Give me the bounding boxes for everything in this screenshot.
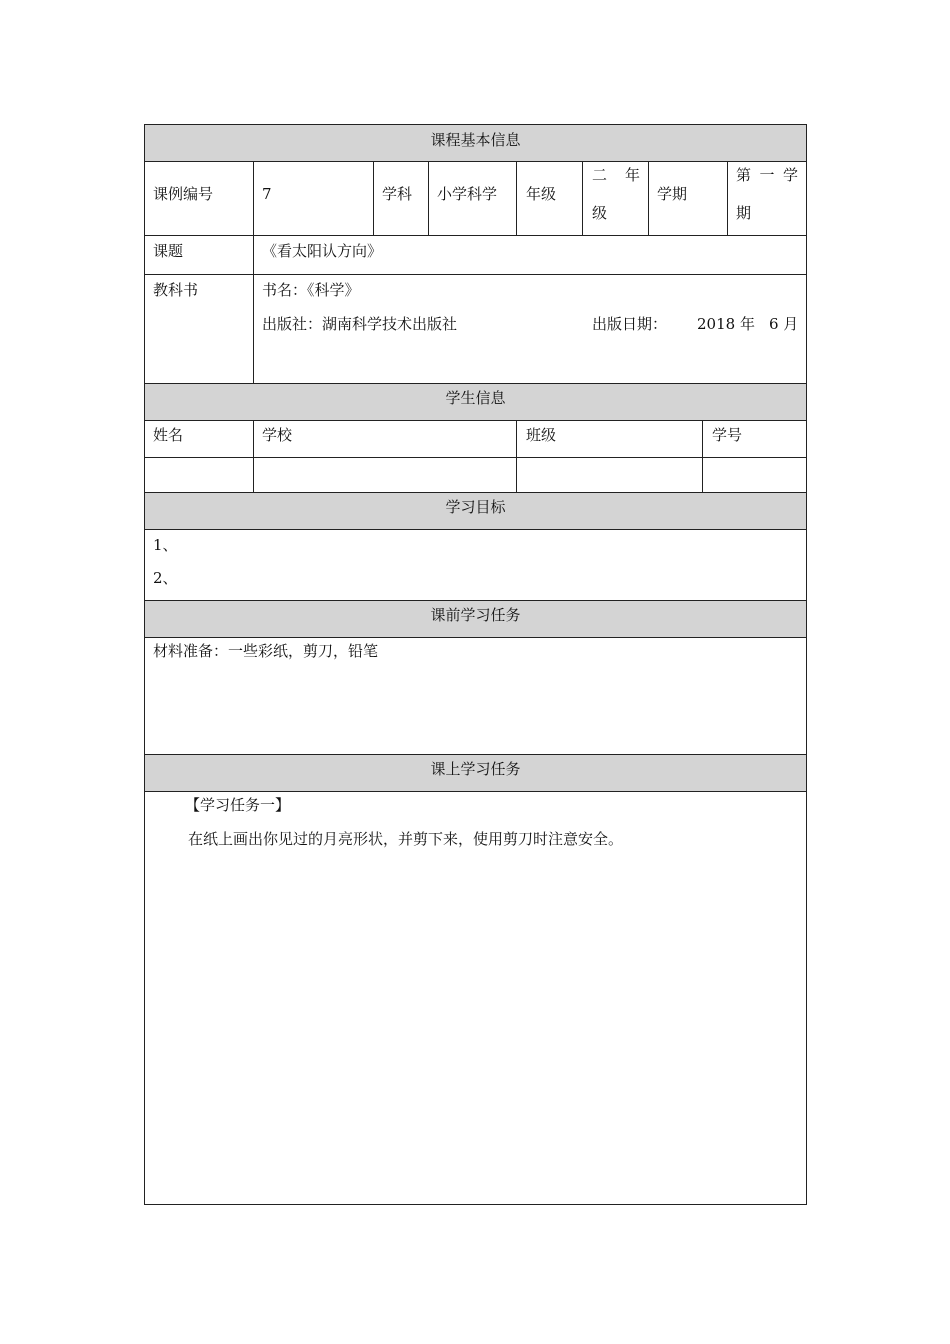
term-char: 第: [736, 166, 752, 184]
border-line: [428, 161, 429, 235]
topic-value: 《看太阳认方向》: [262, 242, 383, 260]
border-line: [144, 457, 807, 458]
border-line: [144, 383, 807, 384]
publish-month: 6 月: [769, 315, 799, 333]
border-line: [516, 161, 517, 235]
border-line: [144, 274, 807, 275]
objectives-header: 学习目标: [144, 492, 807, 529]
border-line: [253, 420, 254, 492]
task-title: 【学习任务一】: [185, 796, 291, 814]
task-text: 在纸上画出你见过的月亮形状，并剪下来，使用剪刀时注意安全。: [188, 830, 624, 848]
student-class-label: 班级: [526, 426, 557, 444]
case-number-value: 7: [262, 185, 272, 203]
border-line: [727, 161, 728, 235]
course-info-header: 课程基本信息: [144, 124, 807, 161]
border-line: [144, 791, 807, 792]
border-line: [144, 235, 807, 236]
term-label: 学期: [657, 185, 688, 203]
grade-label: 年级: [526, 185, 557, 203]
border-line: [373, 161, 374, 235]
book-name: 书名：《科学》: [262, 281, 360, 299]
border-line: [144, 1204, 807, 1205]
topic-label: 课题: [153, 242, 184, 260]
border-line: [253, 161, 254, 383]
border-line: [144, 754, 807, 755]
border-line: [582, 161, 583, 235]
subject-label: 学科: [382, 185, 413, 203]
publish-year: 2018 年: [697, 315, 755, 333]
student-id-label: 学号: [712, 426, 743, 444]
objective-item-2: 2、: [153, 569, 178, 587]
grade-char: 年: [624, 166, 640, 184]
subject-value: 小学科学: [437, 185, 498, 203]
border-line: [144, 420, 807, 421]
student-school-label: 学校: [262, 426, 293, 444]
objective-item-1: 1、: [153, 536, 178, 554]
publisher: 出版社：湖南科学技术出版社: [262, 315, 458, 333]
student-name-label: 姓名: [153, 426, 184, 444]
publish-date-label: 出版日期：: [592, 315, 668, 333]
materials-text: 材料准备：一些彩纸，剪刀，铅笔: [153, 642, 379, 660]
pre-class-header: 课前学习任务: [144, 600, 807, 637]
grade-value-line2: 级: [592, 204, 608, 222]
term-char: 一: [759, 166, 775, 184]
border-line: [648, 161, 649, 235]
border-line: [806, 124, 807, 1205]
student-info-header: 学生信息: [144, 383, 807, 420]
border-line: [144, 637, 807, 638]
border-line: [144, 124, 807, 125]
border-line: [702, 420, 703, 492]
border-line: [516, 420, 517, 492]
border-line: [144, 492, 807, 493]
case-number-label: 课例编号: [153, 185, 214, 203]
grade-char: 二: [592, 166, 608, 184]
term-value-line2: 期: [736, 204, 752, 222]
term-value-line1: [736, 165, 798, 185]
border-line: [144, 600, 807, 601]
grade-value-line1: [592, 165, 640, 185]
textbook-label: 教科书: [153, 281, 199, 299]
border-line: [144, 529, 807, 530]
border-line: [144, 161, 807, 162]
border-line: [144, 124, 145, 1205]
term-char: 学: [782, 166, 798, 184]
in-class-header: 课上学习任务: [144, 754, 807, 791]
